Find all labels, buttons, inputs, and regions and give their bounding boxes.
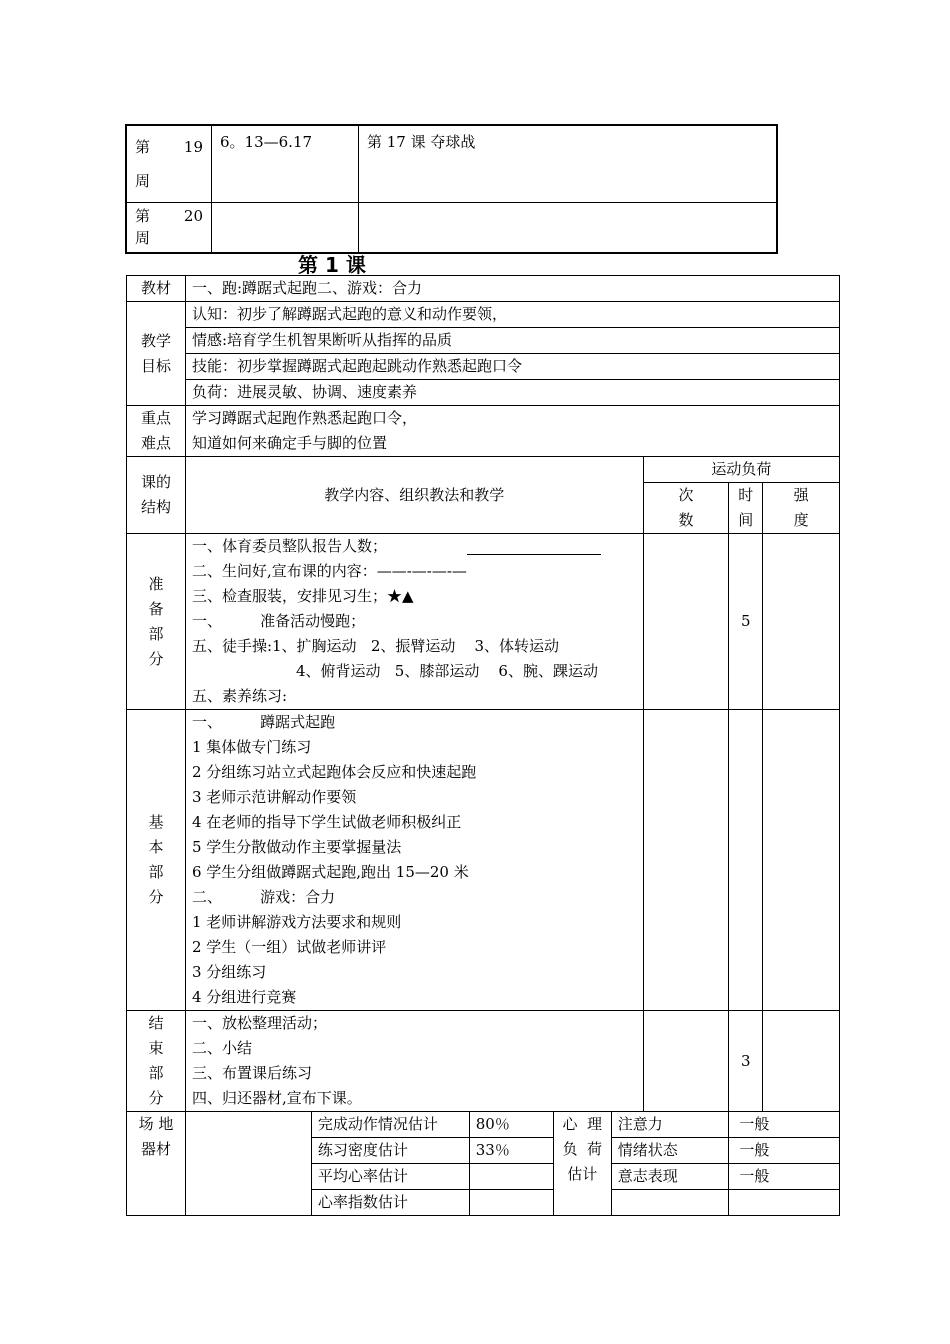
goal-item: 情感:培育学生机智果断听从指挥的品质	[185, 328, 839, 354]
venue-label: 场 地 器材	[127, 1112, 186, 1216]
end-section	[127, 1011, 840, 1112]
psych-item-value: 一般	[729, 1112, 840, 1138]
basic-content: 一、 蹲踞式起跑 1 集体做专门练习 2 分组练习站立式起跑体会反应和快速起跑 3 老师示范讲解动作要领 4 在老师的指导下学生试做老师积极纠正 5 学生分散做动作主要掌握量法 6 学生分组做蹲踞式起跑,跑出 15—20 米 二、 游戏：合力 1 老师讲解游戏方法要求和规则 2 学生（一组）试做老师讲评 3 分组练习 4 分组进行竞赛	[185, 710, 643, 1011]
load-col-count: 次 数	[643, 483, 729, 534]
key-points-row	[127, 406, 840, 457]
goal-item: 技能：初步掌握蹲踞式起跑起跳动作熟悉起跑口令	[185, 354, 839, 380]
date-cell: 6。13—6.17	[212, 125, 359, 203]
material-label: 教材	[127, 276, 186, 302]
estimate-label: 完成动作情况估计	[311, 1112, 469, 1138]
psych-item-value: 一般	[729, 1164, 840, 1190]
schedule-table	[125, 124, 778, 254]
end-content: 一、放松整理活动； 二、小结 三、布置课后练习 四、归还器材,宣布下课。	[185, 1011, 643, 1112]
blank-underline	[467, 540, 601, 555]
content-header: 教学内容、组织教法和教学	[185, 457, 643, 534]
estimate-label: 平均心率估计	[311, 1164, 469, 1190]
prep-section	[127, 534, 840, 710]
estimate-value: 33％	[469, 1138, 553, 1164]
estimate-value	[469, 1190, 553, 1216]
content-cell: 第 17 课 夺球战	[359, 125, 778, 203]
psych-item-value: 一般	[729, 1138, 840, 1164]
end-label: 结 束 部 分	[127, 1011, 186, 1112]
estimate-value	[469, 1164, 553, 1190]
psych-item-label: 注意力	[611, 1112, 729, 1138]
prep-time: 5	[729, 534, 763, 710]
goal-item: 负荷：进展灵敏、协调、速度素养	[185, 380, 839, 406]
psych-item-label: 意志表现	[611, 1164, 729, 1190]
goal-item: 认知：初步了解蹲踞式起跑的意义和动作要领，	[185, 302, 839, 328]
goal-label: 教学 目标	[127, 302, 186, 406]
material-row	[127, 276, 840, 302]
lesson-title: 第 1 课	[298, 253, 366, 277]
key-label: 重点 难点	[127, 406, 186, 457]
structure-label: 课的 结构	[127, 457, 186, 534]
lesson-table	[126, 275, 840, 1216]
prep-intensity	[763, 534, 840, 710]
load-col-time: 时 间	[729, 483, 763, 534]
psych-label: 心 理 负 荷 估计	[553, 1112, 611, 1216]
schedule-row	[126, 125, 777, 203]
basic-label: 基 本 部 分	[127, 710, 186, 1011]
week-cell: 第 19 周	[126, 125, 212, 203]
date-cell	[212, 203, 359, 253]
prep-content: 一、体育委员整队报告人数； 二、生问好,宣布课的内容：——-—-—-— 三、检查服装，安排见习生；★▲ 一、 准备活动慢跑； 五、徒手操:1、扩胸运动 2、振臂运动 3、体转运动 4、俯背运动 5、膝部运动 6、腕、踝运动 五、素养练习:	[185, 534, 643, 710]
prep-label: 准 备 部 分	[127, 534, 186, 710]
psych-item-label: 情绪状态	[611, 1138, 729, 1164]
schedule-row	[126, 203, 777, 253]
content-cell	[359, 203, 778, 253]
venue-content	[185, 1112, 311, 1216]
prep-count	[643, 534, 729, 710]
estimate-value: 80％	[469, 1112, 553, 1138]
load-header: 运动负荷	[643, 457, 839, 483]
key-points: 学习蹲踞式起跑作熟悉起跑口令， 知道如何来确定手与脚的位置	[185, 406, 839, 457]
week-cell: 第 20 周	[126, 203, 212, 253]
basic-section	[127, 710, 840, 1011]
load-col-intensity: 强 度	[763, 483, 840, 534]
material-text: 一、跑:蹲踞式起跑二、游戏：合力	[185, 276, 839, 302]
estimate-label: 心率指数估计	[311, 1190, 469, 1216]
estimate-label: 练习密度估计	[311, 1138, 469, 1164]
end-time: 3	[729, 1011, 763, 1112]
